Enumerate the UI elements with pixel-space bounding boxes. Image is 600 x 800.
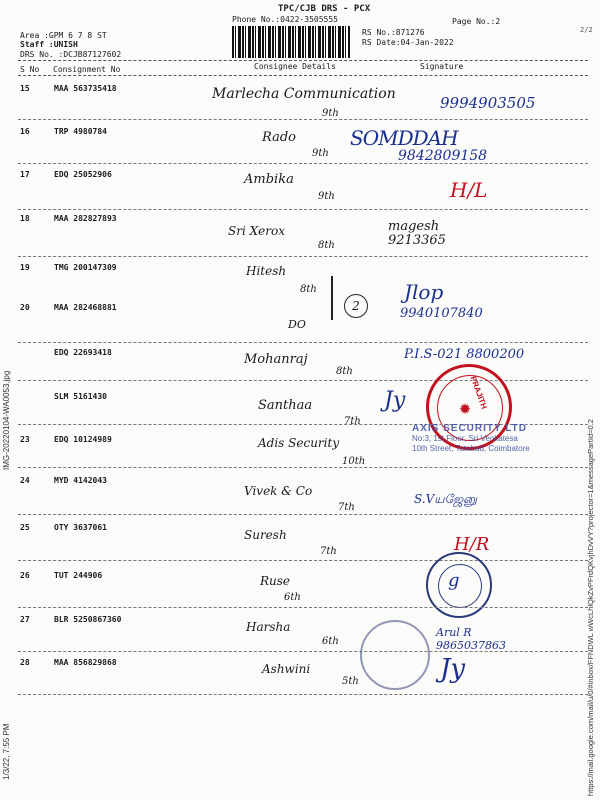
row-consignee-name: Ambika (244, 172, 294, 187)
row-consignment: EDQ 22693418 (54, 348, 112, 357)
bracket-mark (331, 276, 333, 320)
row-consignee-name: Sri Xerox (228, 224, 285, 238)
row-sno: 28 (20, 658, 30, 667)
row-sno: 26 (20, 571, 30, 580)
row-divider (18, 209, 588, 210)
side-filename: IMG-20220104-WA0053.jpg (2, 370, 11, 470)
row-divider (18, 607, 588, 608)
row-signature: 9940107840 (400, 306, 483, 321)
header-rs-date: RS Date:04-Jan-2022 (362, 38, 454, 47)
header-title: TPC/CJB DRS - PCX (278, 4, 371, 14)
col-consignee: Consignee Details (254, 62, 336, 71)
row-signature: S.Vயஜேனு (414, 492, 478, 506)
row-signature: P.I.S-021 8800200 (404, 347, 525, 362)
row-consignment: SLM 5161430 (54, 392, 107, 401)
row-floor: 7th (344, 416, 361, 427)
header-staff: Staff :UNISH (20, 40, 78, 49)
row-consignee-name: Rado (262, 130, 296, 145)
address-stamp-line: No:3, 1st Floor, Sri Venkatesa (412, 434, 518, 443)
row-consignment: EDQ 25052906 (54, 170, 112, 179)
row-divider (18, 163, 588, 164)
row-divider (18, 119, 588, 120)
round-seal-stamp (426, 552, 492, 618)
row-consignee-name: Vivek & Co (244, 484, 313, 498)
row-consignment: TMG 200147309 (54, 263, 117, 272)
row-sno: 25 (20, 523, 30, 532)
side-timestamp: 1/3/22, 7:55 PM (2, 723, 11, 780)
row-floor: 6th (284, 592, 301, 603)
signature-scribble: Jy (384, 388, 406, 413)
signature-scribble: Jy (440, 654, 466, 684)
row-floor: 9th (312, 148, 329, 159)
stamp-label: PRAJITH (468, 375, 489, 411)
row-consignment: MAA 563735418 (54, 84, 117, 93)
header-drs-no: DRS No. :DCJB87127602 (20, 50, 122, 59)
row-divider (18, 256, 588, 257)
row-consignment: MAA 282468881 (54, 303, 117, 312)
row-floor: 6th (322, 636, 339, 647)
header-page-no: Page No.:2 (452, 17, 501, 26)
row-signature: H/L (450, 178, 488, 202)
row-sno: 15 (20, 84, 30, 93)
row-floor: 8th (300, 284, 317, 295)
row-sno: 23 (20, 435, 30, 444)
compass-icon: ✹ (459, 395, 472, 419)
address-stamp-line: 10th Street, Tatabad, Coimbatore (412, 444, 530, 453)
signature-scribble: Jlop (404, 280, 444, 304)
row-sno: 17 (20, 170, 30, 179)
circled-number-mark: 2 (344, 294, 368, 318)
col-signature: Signature (420, 62, 464, 71)
row-sno: 19 (20, 263, 30, 272)
row-floor: 9th (322, 108, 339, 119)
faint-seal-stamp (360, 620, 430, 690)
row-consignment: TRP 4980784 (54, 127, 107, 136)
row-floor: 5th (342, 676, 359, 687)
address-stamp (412, 424, 572, 454)
row-consignee-name: Adis Security (258, 436, 340, 450)
row-floor: 7th (338, 502, 355, 513)
signature-scribble: SOMDDAH (350, 126, 458, 150)
header-rule-bottom (18, 75, 588, 76)
row-consignee-name: Ruse (260, 574, 291, 588)
row-floor: 8th (318, 240, 335, 251)
row-divider (18, 467, 588, 468)
row-consignment: EDQ 10124989 (54, 435, 112, 444)
row-floor: 9th (318, 191, 335, 202)
row-signature: 9994903505 (440, 94, 536, 112)
row-signature: H/R (454, 534, 490, 555)
row-sno: 16 (20, 127, 30, 136)
row-consignee-name: Ashwini (262, 662, 311, 676)
col-sno: S No (20, 65, 40, 74)
row-floor: 7th (320, 546, 337, 557)
row-consignee-name: Harsha (246, 620, 291, 634)
row-divider (18, 342, 588, 343)
row-divider (18, 560, 588, 561)
side-url: https://mail.google.com/mail/u/0/#inbox/FFNDWL wWcLhlQkZvPFrdQKvjhDvVY?projector=1&messagePartId=0.2 (586, 419, 595, 796)
row-consignee-name: Marlecha Communication (212, 86, 396, 102)
address-stamp-line: AXIS SECURITY LTD (412, 423, 527, 434)
header-area: Area :GPM 6 7 8 ST (20, 31, 107, 40)
row-sno: 24 (20, 476, 30, 485)
row-consignee-name: Santhaa (258, 398, 313, 413)
seal-mark: g (448, 570, 460, 591)
corner-page: 2/2 (580, 26, 593, 34)
barcode (232, 26, 350, 58)
row-floor: 10th (342, 456, 366, 467)
row-consignment: MYD 4142043 (54, 476, 107, 485)
row-consignment: MAA 856829868 (54, 658, 117, 667)
row-consignee-name: Suresh (244, 528, 287, 542)
row-divider (18, 651, 588, 652)
row-divider (18, 694, 588, 695)
row-sno: 18 (20, 214, 30, 223)
row-consignee-name: Hitesh (246, 264, 287, 278)
row-signature: 9842809158 (398, 148, 488, 164)
row-sno: 20 (20, 303, 30, 312)
header-rule-top (18, 60, 588, 61)
row-signature: Arul R 9865037863 (436, 626, 506, 652)
header-rs-no: RS No.:871276 (362, 28, 425, 37)
row-consignee-name: Mohanraj (244, 352, 308, 367)
row-consignee-name: DO (288, 318, 306, 331)
row-floor: 8th (336, 366, 353, 377)
row-divider (18, 514, 588, 515)
row-sno: 27 (20, 615, 30, 624)
row-consignment: BLR 5250867360 (54, 615, 122, 624)
row-signature: magesh 9213365 (388, 219, 446, 248)
row-consignment: OTY 3637061 (54, 523, 107, 532)
col-consignment: Consignment No (53, 65, 121, 74)
row-consignment: MAA 282827893 (54, 214, 117, 223)
row-consignment: TUT 244906 (54, 571, 103, 580)
header-phone: Phone No.:0422-3505555 (232, 15, 338, 24)
